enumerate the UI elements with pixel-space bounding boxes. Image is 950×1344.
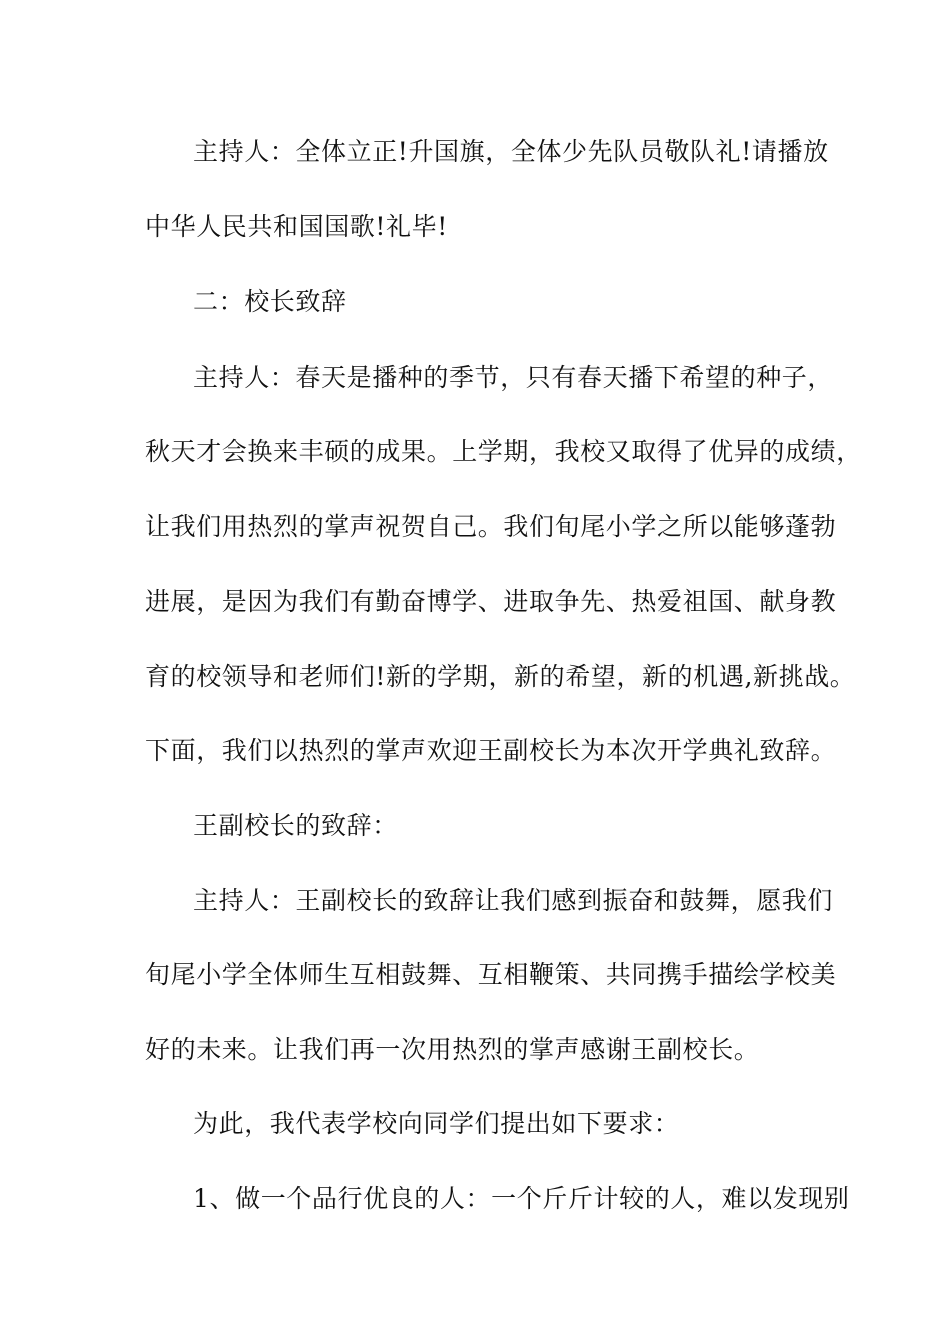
- text-line: 让我们用热烈的掌声祝贺自己。我们旬尾小学之所以能够蓬勃: [145, 512, 837, 541]
- text-line: 1、做一个品行优良的人：一个斤斤计较的人，难以发现别: [193, 1184, 850, 1213]
- text-line: 主持人：王副校长的致辞让我们感到振奋和鼓舞，愿我们: [193, 886, 834, 915]
- text-line: 秋天才会换来丰硕的成果。上学期，我校又取得了优异的成绩，: [145, 437, 862, 466]
- text-line: 为此，我代表学校向同学们提出如下要求：: [193, 1109, 680, 1138]
- text-line: 育的校领导和老师们!新的学期，新的希望，新的机遇,新挑战。: [145, 662, 856, 691]
- text-line: 下面，我们以热烈的掌声欢迎王副校长为本次开学典礼致辞。: [145, 736, 837, 765]
- text-line: 主持人：春天是播种的季节，只有春天播下希望的种子，: [193, 363, 834, 392]
- text-line: 王副校长的致辞：: [193, 811, 398, 840]
- text-line: 进展，是因为我们有勤奋博学、进取争先、热爱祖国、献身教: [145, 587, 837, 616]
- text-line: 好的未来。让我们再一次用热烈的掌声感谢王副校长。: [145, 1035, 760, 1064]
- text-line: 主持人：全体立正!升国旗，全体少先队员敬队礼!请播放: [193, 137, 829, 166]
- text-line: 中华人民共和国国歌!礼毕!: [145, 212, 448, 241]
- text-line: 旬尾小学全体师生互相鼓舞、互相鞭策、共同携手描绘学校美: [145, 960, 837, 989]
- section-heading: 二：校长致辞: [193, 287, 347, 316]
